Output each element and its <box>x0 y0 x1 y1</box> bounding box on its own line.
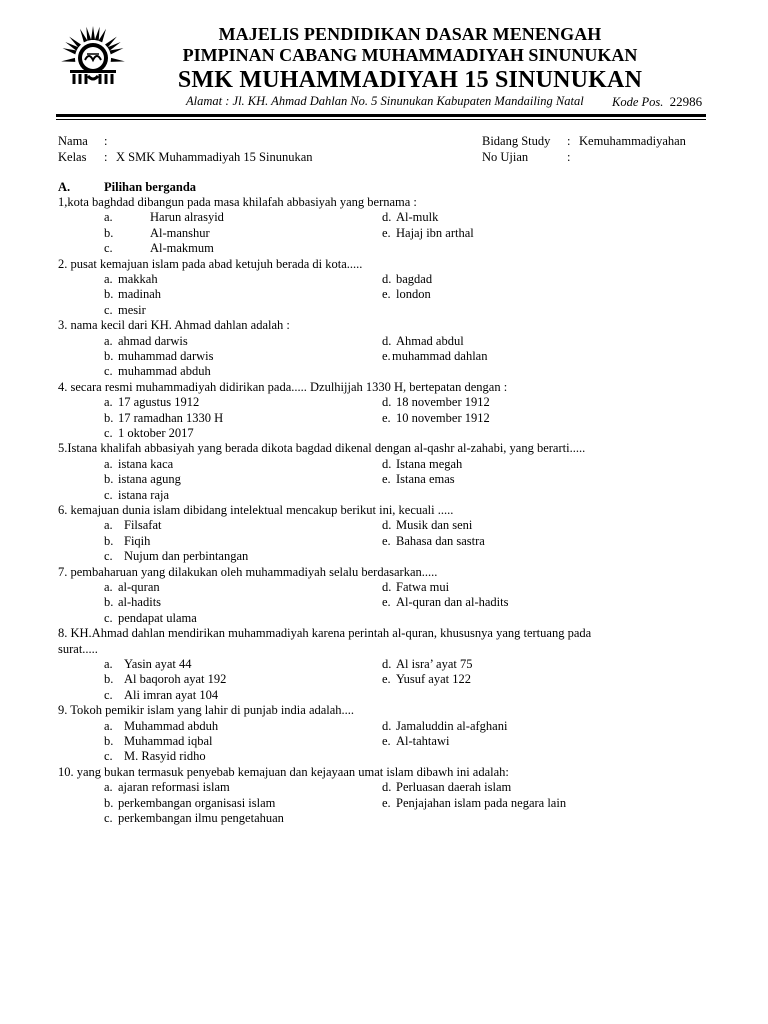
question-text-continued: surat..... <box>58 642 98 656</box>
answer-option <box>104 410 223 426</box>
option-text: muhammad dahlan <box>392 349 488 363</box>
postal-code <box>612 94 702 110</box>
option-text: Yusuf ayat 122 <box>396 672 471 686</box>
question-text: 9. Tokoh pemikir islam yang lahir di punjab india adalah.... <box>58 703 355 717</box>
answer-option <box>382 718 507 734</box>
answer-option <box>104 656 191 672</box>
option-label: e. <box>382 595 391 609</box>
option-label: d. <box>382 457 392 471</box>
option-label: b. <box>104 287 114 301</box>
answer-option <box>104 302 146 318</box>
option-label: d. <box>382 580 392 594</box>
option-text: madinah <box>118 287 162 301</box>
option-text: Perluasan daerah islam <box>396 780 512 794</box>
option-label: d. <box>382 395 392 409</box>
section-letter: A. <box>58 180 71 194</box>
option-text: Muhammad abduh <box>124 719 219 733</box>
option-label: d. <box>382 210 392 224</box>
option-text: ajaran reformasi islam <box>118 780 230 794</box>
option-label: a. <box>104 457 113 471</box>
answer-option <box>104 333 188 349</box>
option-label: a. <box>104 719 113 733</box>
option-label: b. <box>104 472 114 486</box>
school-name: SMK MUHAMMADIYAH 15 SINUNUKAN <box>177 67 643 93</box>
option-text: perkembangan ilmu pengetahuan <box>118 811 284 825</box>
option-label: d. <box>382 518 392 532</box>
question-text: 6. kemajuan dunia islam dibidang intelektual mencakup berikut ini, kecuali ..... <box>58 503 454 517</box>
answer-option <box>104 394 199 410</box>
option-label: d. <box>382 780 392 794</box>
option-label: b. <box>104 226 114 240</box>
option-label: e. <box>382 734 391 748</box>
option-label: c. <box>104 488 113 502</box>
option-text: bagdad <box>396 272 433 286</box>
answer-option <box>382 209 438 225</box>
option-text: Al-mulk <box>396 210 439 224</box>
option-text: Fiqih <box>124 534 151 548</box>
option-text: Hajaj ibn arthal <box>396 226 474 240</box>
institution-line-2: PIMPINAN CABANG MUHAMMADIYAH SINUNUKAN <box>182 45 638 65</box>
institution-line-1: MAJELIS PENDIDIKAN DASAR MENENGAH <box>218 24 602 44</box>
question-text: 8. KH.Ahmad dahlan mendirikan muhammadiyah karena perintah al-quran, khususnya yang tertuang pada <box>58 626 592 640</box>
answer-option <box>382 733 449 749</box>
answer-option <box>104 348 213 364</box>
answer-option <box>382 394 490 410</box>
question-text: 10. yang bukan termasuk penyebab kemajuan dan kejayaan umat islam dibawh ini adalah: <box>58 765 509 779</box>
option-text: Musik dan seni <box>396 518 473 532</box>
answer-option <box>382 671 471 687</box>
option-text: 10 november 1912 <box>396 411 490 425</box>
option-text: Al-makmum <box>150 241 214 255</box>
option-label: e. <box>382 796 391 810</box>
question-text: 5.Istana khalifah abbasiyah yang berada dikota bagdad dikenal dengan al-qashr al-zahabi, yang berarti..... <box>58 441 586 455</box>
option-text: istana kaca <box>118 457 174 471</box>
option-label: b. <box>104 534 114 548</box>
header-rule-thin <box>56 119 706 120</box>
option-text: 17 agustus 1912 <box>118 395 200 409</box>
option-label: d. <box>382 272 392 286</box>
answer-option <box>104 209 224 225</box>
kelas-separator: : <box>104 150 108 164</box>
option-label: e. <box>382 411 391 425</box>
option-text: makkah <box>118 272 158 286</box>
option-label: a. <box>104 210 113 224</box>
option-label: e. <box>382 534 391 548</box>
kelas-value: X SMK Muhammadiyah 15 Sinunukan <box>116 150 313 164</box>
option-text: Muhammad iqbal <box>124 734 213 748</box>
option-text: Istana megah <box>396 457 463 471</box>
option-text: Ali imran ayat 104 <box>124 688 219 702</box>
option-label: b. <box>104 349 114 363</box>
option-text: al-hadits <box>118 595 162 609</box>
answer-option <box>104 610 197 626</box>
option-label: c. <box>104 611 113 625</box>
option-text: istana raja <box>118 488 170 502</box>
address-line <box>186 94 703 109</box>
option-text: M. Rasyid ridho <box>124 749 206 763</box>
option-text: Bahasa dan sastra <box>396 534 485 548</box>
answer-option <box>104 779 230 795</box>
answer-option <box>104 517 162 533</box>
bidang-separator: : <box>567 134 571 148</box>
option-text: ahmad darwis <box>118 334 188 348</box>
option-text: Nujum dan perbintangan <box>124 549 249 563</box>
letterhead <box>130 24 690 94</box>
option-label: b. <box>104 411 114 425</box>
answer-option <box>104 225 210 241</box>
answer-option <box>382 579 449 595</box>
option-text: Ahmad abdul <box>396 334 464 348</box>
answer-option <box>104 533 150 549</box>
answer-option <box>382 286 431 302</box>
option-text: 17 ramadhan 1330 H <box>118 411 224 425</box>
answer-option <box>382 333 464 349</box>
answer-option <box>104 687 218 703</box>
option-label: d. <box>382 334 392 348</box>
option-text: pendapat ulama <box>118 611 197 625</box>
option-text: Jamaluddin al-afghani <box>396 719 508 733</box>
option-text: muhammad abduh <box>118 364 211 378</box>
option-text: Yasin ayat 44 <box>124 657 192 671</box>
option-text: istana agung <box>118 472 181 486</box>
question-text: 7. pembaharuan yang dilakukan oleh muhammadiyah selalu berdasarkan..... <box>58 565 438 579</box>
option-text: perkembangan organisasi islam <box>118 796 276 810</box>
option-label: d. <box>382 719 392 733</box>
option-text: Penjajahan islam pada negara lain <box>396 796 567 810</box>
option-label: e. <box>382 226 391 240</box>
answer-option <box>382 533 485 549</box>
option-text: Istana emas <box>396 472 455 486</box>
address-text: Alamat : Jl. KH. Ahmad Dahlan No. 5 Sinunukan Kabupaten Mandailing Natal <box>186 94 584 108</box>
option-label: e. <box>382 672 391 686</box>
answer-option <box>382 594 508 610</box>
option-label: b. <box>104 734 114 748</box>
option-label: e. <box>382 287 391 301</box>
option-label: c. <box>104 688 113 702</box>
answer-option <box>104 425 194 441</box>
postal-label: Kode Pos. <box>612 95 664 109</box>
ujian-label: No Ujian <box>482 150 529 164</box>
bidang-value: Kemuhammadiyahan <box>579 134 686 148</box>
answer-option <box>104 487 169 503</box>
nama-label: Nama <box>58 134 88 148</box>
answer-option <box>104 271 158 287</box>
answer-option <box>382 348 487 364</box>
option-label: a. <box>104 780 113 794</box>
nama-separator: : <box>104 134 108 148</box>
option-text: Al isra’ ayat 75 <box>396 657 473 671</box>
answer-option <box>382 225 474 241</box>
option-text: al-quran <box>118 580 160 594</box>
answer-option <box>104 718 218 734</box>
option-text: 18 november 1912 <box>396 395 490 409</box>
answer-option <box>104 594 161 610</box>
option-text: mesir <box>118 303 146 317</box>
option-text: 1 oktober 2017 <box>118 426 194 440</box>
answer-option <box>382 271 432 287</box>
option-label: c. <box>104 811 113 825</box>
bidang-label: Bidang Study <box>482 134 551 148</box>
option-text: Harun alrasyid <box>150 210 224 224</box>
answer-option <box>104 671 226 687</box>
muhammadiyah-logo-icon <box>54 24 132 86</box>
answer-option <box>104 548 248 564</box>
section-title: Pilihan berganda <box>104 180 197 194</box>
answer-option <box>104 240 214 256</box>
option-text: Filsafat <box>124 518 162 532</box>
option-label: a. <box>104 395 113 409</box>
option-label: c. <box>104 303 113 317</box>
option-label: a. <box>104 518 113 532</box>
answer-option <box>382 779 511 795</box>
option-label: c. <box>104 364 113 378</box>
option-text: Al-quran dan al-hadits <box>396 595 509 609</box>
answer-option <box>104 810 284 826</box>
answer-option <box>382 456 462 472</box>
answer-option <box>104 363 211 379</box>
option-label: d. <box>382 657 392 671</box>
postal-value: 22986 <box>669 94 703 109</box>
option-label: a. <box>104 580 113 594</box>
option-label: a. <box>104 657 113 671</box>
header-rule-thick <box>56 114 706 117</box>
option-text: Al-manshur <box>150 226 210 240</box>
option-label: a. <box>104 334 113 348</box>
question-text: 3. nama kecil dari KH. Ahmad dahlan adalah : <box>58 318 290 332</box>
option-label: c. <box>104 426 113 440</box>
question-text: 1,kota baghdad dibangun pada masa khilafah abbasiyah yang bernama : <box>58 195 417 209</box>
option-label: e. <box>382 472 391 486</box>
option-text: london <box>396 287 431 301</box>
answer-option <box>104 471 181 487</box>
ujian-separator: : <box>567 150 571 164</box>
kelas-label: Kelas <box>58 150 87 164</box>
option-label: b. <box>104 595 114 609</box>
answer-option <box>104 579 160 595</box>
option-text: Al-tahtawi <box>396 734 450 748</box>
option-text: Al baqoroh ayat 192 <box>124 672 227 686</box>
answer-option <box>104 748 206 764</box>
question-text: 2. pusat kemajuan islam pada abad ketujuh berada di kota..... <box>58 257 363 271</box>
option-label: b. <box>104 672 114 686</box>
answer-option <box>382 471 455 487</box>
option-text: Fatwa mui <box>396 580 450 594</box>
answer-option <box>104 286 161 302</box>
option-label: e. <box>382 349 391 363</box>
option-label: b. <box>104 796 114 810</box>
question-text: 4. secara resmi muhammadiyah didirikan pada..... Dzulhijjah 1330 H, bertepatan dengan : <box>58 380 508 394</box>
answer-option <box>382 795 566 811</box>
option-label: c. <box>104 241 113 255</box>
answer-option <box>382 517 472 533</box>
answer-option <box>104 733 213 749</box>
answer-option <box>104 795 275 811</box>
answer-option <box>382 410 490 426</box>
option-label: c. <box>104 549 113 563</box>
option-label: c. <box>104 749 113 763</box>
answer-option <box>382 656 472 672</box>
answer-option <box>104 456 173 472</box>
option-text: muhammad darwis <box>118 349 214 363</box>
option-label: a. <box>104 272 113 286</box>
